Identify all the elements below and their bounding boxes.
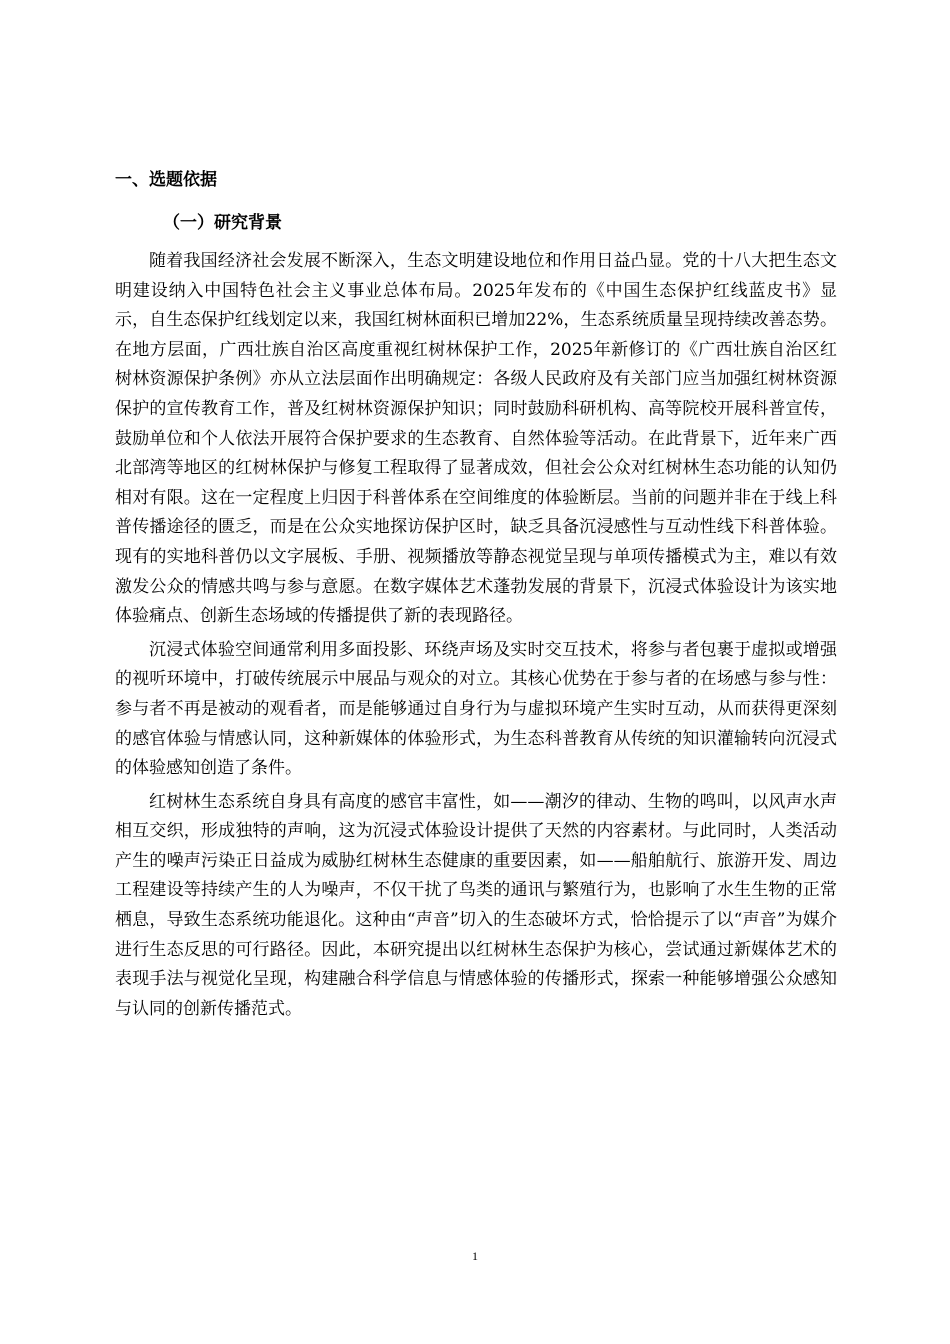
body-paragraph: 红树林生态系统自身具有高度的感官丰富性，如——潮汐的律动、生物的鸣叫，以风声水声相互交织，形成独特的声响，这为沉浸式体验设计提供了天然的内容素材。与此同时，人类活动产生的噪声污染正日益成为威胁红树林生态健康的重要因素，如——船舶航行、旅游开发、周边工程建设等持续产生的人为噪声，不仅干扰了鸟类的通讯与繁殖行为，也影响了水生生物的正常栖息，导致生态系统功能退化。这种由“声音”切入的生态破坏方式，恰恰提示了以“声音”为媒介进行生态反思的可行路径。因此，本研究提出以红树林生态保护为核心，尝试通过新媒体艺术的表现手法与视觉化呈现，构建融合科学信息与情感体验的传播形式，探索一种能够增强公众感知与认同的创新传播范式。 <box>115 791 837 1019</box>
subsection-heading: （一）研究背景 <box>163 213 282 233</box>
document-body <box>115 164 837 1024</box>
section-heading: 一、选题依据 <box>115 170 217 190</box>
page-number: 1 <box>472 1249 478 1263</box>
body-paragraph: 随着我国经济社会发展不断深入，生态文明建设地位和作用日益凸显。党的十八大把生态文明建设纳入中国特色社会主义事业总体布局。2025年发布的《中国生态保护红线蓝皮书》显示，自生态保护红线划定以来，我国红树林面积已增加22%，生态系统质量呈现持续改善态势。在地方层面，广西壮族自治区高度重视红树林保护工作，2025年新修订的《广西壮族自治区红树林资源保护条例》亦从立法层面作出明确规定：各级人民政府及有关部门应当加强红树林资源保护的宣传教育工作，普及红树林资源保护知识；同时鼓励科研机构、高等院校开展科普宣传，鼓励单位和个人依法开展符合保护要求的生态教育、自然体验等活动。在此背景下，近年来广西北部湾等地区的红树林保护与修复工程取得了显著成效，但社会公众对红树林生态功能的认知仍相对有限。这在一定程度上归因于科普体系在空间维度的体验断层。当前的问题并非在于线上科普传播途径的匮乏，而是在公众实地探访保护区时，缺乏具备沉浸感性与互动性线下科普体验。现有的实地科普仍以文字展板、手册、视频播放等静态视觉呈现与单项传播模式为主，难以有效激发公众的情感共鸣与参与意愿。在数字媒体艺术蓬勃发展的背景下，沉浸式体验设计为该实地体验痛点、创新生态场域的传播提供了新的表现路径。 <box>115 251 837 627</box>
body-paragraph: 沉浸式体验空间通常利用多面投影、环绕声场及实时交互技术，将参与者包裹于虚拟或增强的视听环境中，打破传统展示中展品与观众的对立。其核心优势在于参与者的在场感与参与性：参与者不再是被动的观看者，而是能够通过自身行为与虚拟环境产生实时互动，从而获得更深刻的感官体验与情感认同，这种新媒体的体验形式，为生态科普教育从传统的知识灌输转向沉浸式的体验感知创造了条件。 <box>115 639 837 779</box>
